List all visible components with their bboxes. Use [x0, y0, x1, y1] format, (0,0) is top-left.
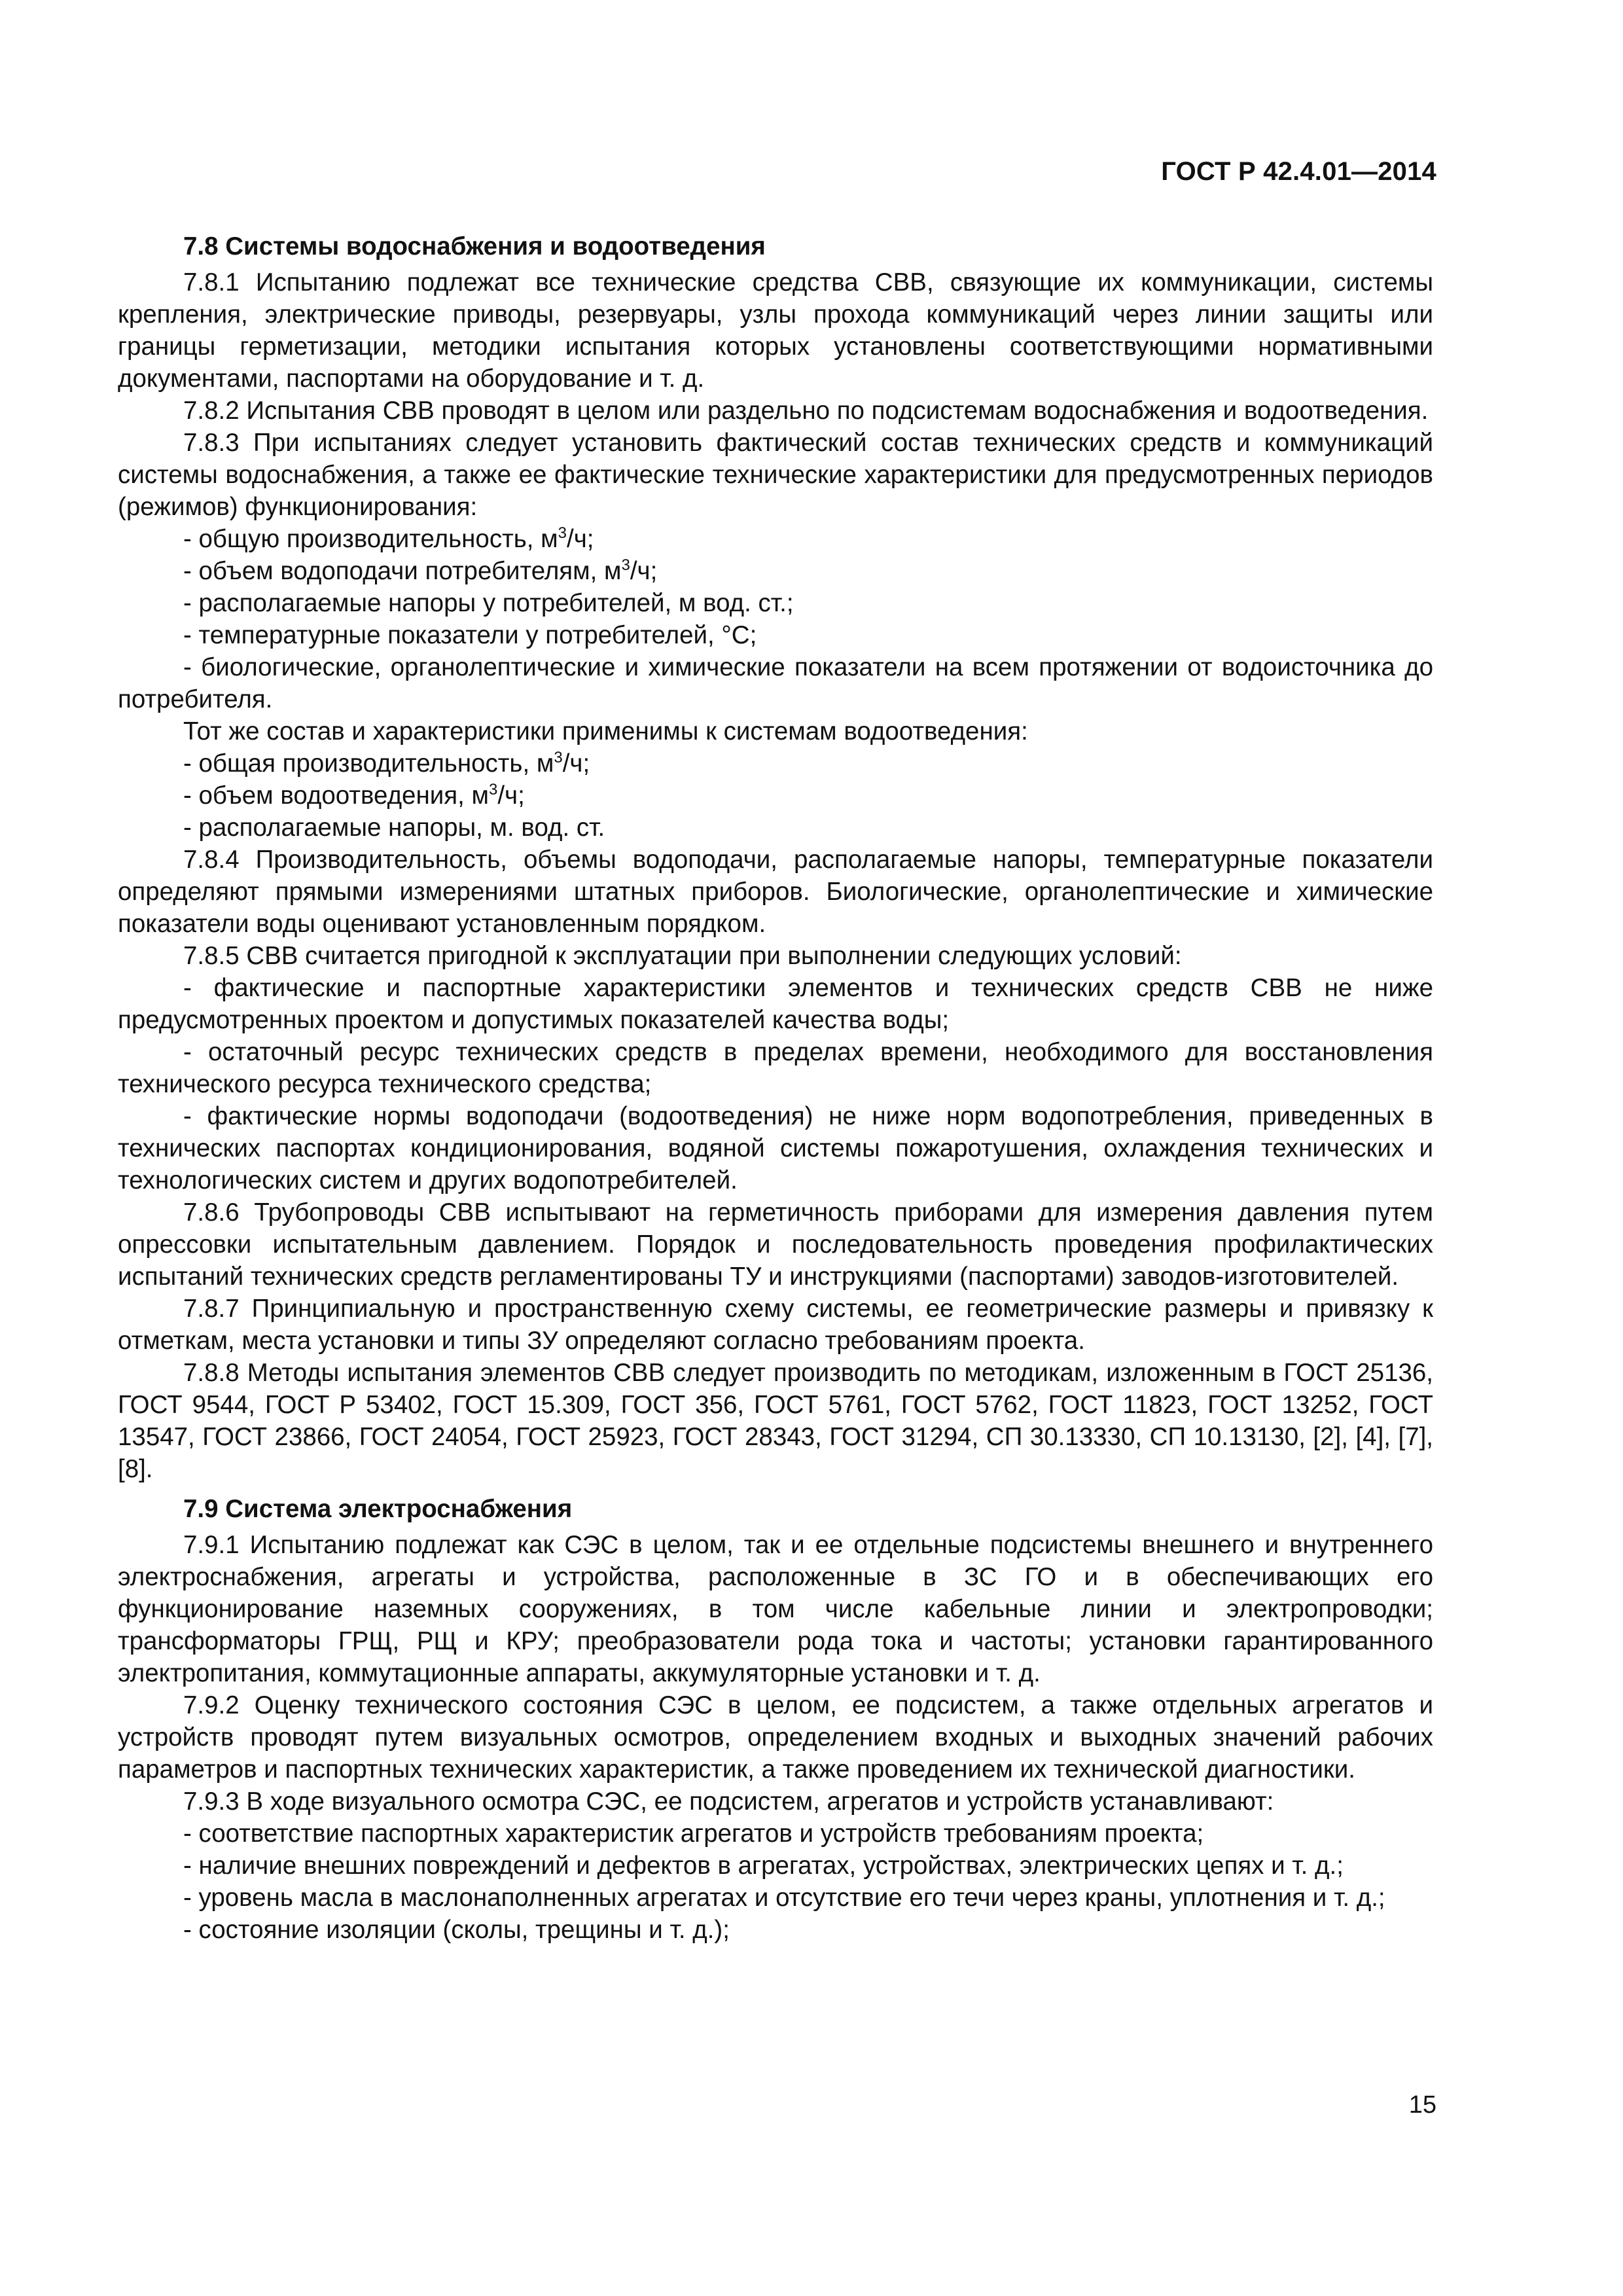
list-item: - фактические нормы водоподачи (водоотведения) не ниже норм водопотребления, приведенных в технических паспортах кондиционирования, водяной системы пожаротушения, охлаждения технических и технологических систем и других водопотребителей.: [118, 1102, 1433, 1194]
list-item: - остаточный ресурс технических средств в пределах времени, необходимого для восстановления технического ресурса технического средства;: [118, 1038, 1433, 1098]
list-item: - уровень масла в маслонаполненных агрегатах и отсутствие его течи через краны, уплотнения и т. д.;: [183, 1884, 1385, 1912]
list-item: - располагаемые напоры у потребителей, м вод. ст.;: [183, 589, 794, 617]
section-7-8-title: 7.8 Системы водоснабжения и водоотведения: [183, 232, 766, 260]
paragraph-7-8-2: 7.8.2 Испытания СВВ проводят в целом или раздельно по подсистемам водоснабжения и водоотведения.: [183, 397, 1429, 425]
list-item: - соответствие паспортных характеристик агрегатов и устройств требованиям проекта;: [183, 1820, 1204, 1848]
list-item: - располагаемые напоры, м. вод. ст.: [183, 814, 605, 842]
paragraph-7-8-1: 7.8.1 Испытанию подлежат все технические средства СВВ, связующие их коммуникации, системы крепления, электрические приводы, резервуары, узлы прохода коммуникаций через линии защиты или границы герметизации, методики испытания которых установлены соответствующими нормативными документами, паспортами на оборудование и т. д.: [118, 268, 1433, 393]
paragraph-7-8-5: 7.8.5 СВВ считается пригодной к эксплуатации при выполнении следующих условий:: [183, 942, 1182, 970]
document-code-header: ГОСТ Р 42.4.01—2014: [1161, 157, 1436, 186]
list-item: - объем водоподачи потребителям, $м^3/ч$;: [183, 556, 658, 585]
list-item: - наличие внешних повреждений и дефектов в агрегатах, устройствах, электрических цепях и т. д.;: [183, 1852, 1344, 1880]
paragraph-7-9-2: 7.9.2 Оценку технического состояния СЭС в целом, ее подсистем, а также отдельных агрегатов и устройств проводят путем визуальных осмотров, определением входных и выходных значений рабочих параметров и паспортных технических характеристик, а также проведением их технической диагностики.: [118, 1691, 1433, 1784]
list-item: - объем водоотведения, $м^3/ч$;: [183, 781, 525, 810]
section-7-9-title: 7.9 Система электроснабжения: [183, 1495, 573, 1523]
list-item: - фактические и паспортные характеристики элементов и технических средств СВВ не ниже предусмотренных проектом и допустимых показателей качества воды;: [118, 974, 1433, 1034]
paragraph-7-9-3: 7.9.3 В ходе визуального осмотра СЭС, ее подсистем, агрегатов и устройств устанавливают:: [183, 1787, 1274, 1816]
paragraph-7-9-1: 7.9.1 Испытанию подлежат как СЭС в целом, так и ее отдельные подсистемы внешнего и внутреннего электроснабжения, агрегаты и устройства, расположенные в ЗС ГО и в обеспечивающих его функционирование наземных сооружениях, в том числе кабельные линии и электропроводки; трансформаторы ГРЩ, РЩ и КРУ; преобразователи рода тока и частоты; установки гарантированного электропитания, коммутационные аппараты, аккумуляторные установки и т. д.: [118, 1531, 1433, 1687]
document-body: [118, 229, 1433, 1946]
paragraph-7-8-8: 7.8.8 Методы испытания элементов СВВ следует производить по методикам, изложенным в ГОСТ 25136, ГОСТ 9544, ГОСТ Р 53402, ГОСТ 15.309, ГОСТ 356, ГОСТ 5761, ГОСТ 5762, ГОСТ 11823, ГОСТ 13252, ГОСТ 13547, ГОСТ 23866, ГОСТ 24054, ГОСТ 25923, ГОСТ 28343, ГОСТ 31294, СП 30.13330, СП 10.13130, [2], [4], [7], [8].: [118, 1359, 1433, 1483]
list-item: - температурные показатели у потребителей, °С;: [183, 621, 757, 649]
paragraph-7-8-4: 7.8.4 Производительность, объемы водоподачи, располагаемые напоры, температурные показатели определяют прямыми измерениями штатных приборов. Биологические, органолептические и химические показатели воды оценивают установленным порядком.: [118, 846, 1433, 938]
list-item: - общая производительность, $м^3/ч$;: [183, 749, 590, 778]
paragraph-same-composition: Тот же состав и характеристики применимы к системам водоотведения:: [183, 717, 1028, 745]
list-item: - биологические, органолептические и химические показатели на всем протяжении от водоисточника до потребителя.: [118, 653, 1433, 713]
list-item: - состояние изоляции (сколы, трещины и т. д.);: [183, 1916, 730, 1944]
page-number: 15: [1408, 2091, 1436, 2119]
spacer: [118, 1485, 1433, 1492]
paragraph-7-8-6: 7.8.6 Трубопроводы СВВ испытывают на герметичность приборами для измерения давления путем опрессовки испытательным давлением. Порядок и последовательность проведения профилактических испытаний технических средств регламентированы ТУ и инструкциями (паспортами) заводов-изготовителей.: [118, 1198, 1433, 1291]
paragraph-7-8-7: 7.8.7 Принципиальную и пространственную схему системы, ее геометрические размеры и привязку к отметкам, места установки и типы ЗУ определяют согласно требованиям проекта.: [118, 1295, 1433, 1355]
list-item: - общую производительность, $м^3/ч$;: [183, 524, 594, 553]
paragraph-7-8-3: 7.8.3 При испытаниях следует установить фактический состав технических средств и коммуникаций системы водоснабжения, а также ее фактические технические характеристики для предусмотренных периодов (режимов) функционирования:: [118, 429, 1433, 521]
